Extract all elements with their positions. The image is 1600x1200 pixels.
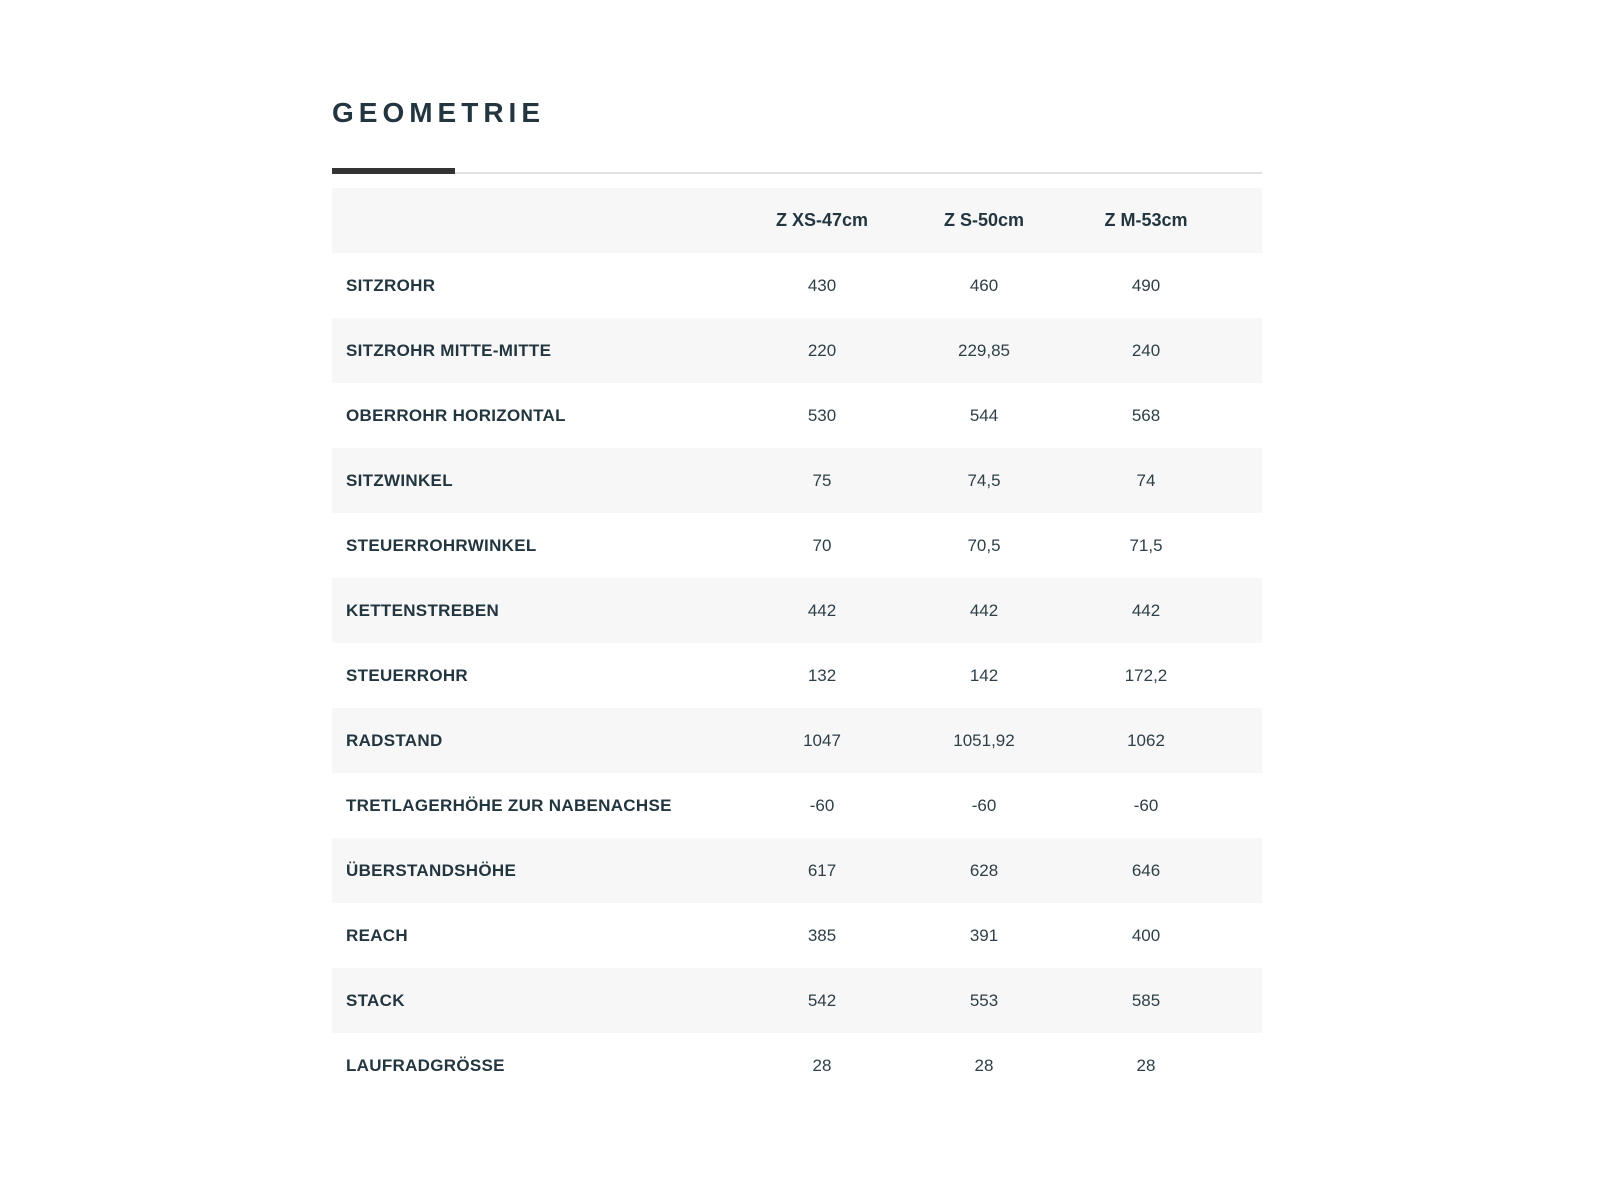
spacer-cell [1227, 643, 1262, 708]
row-value-xs: 220 [741, 318, 903, 383]
divider-accent-bar [332, 168, 455, 174]
row-value-xs: 430 [807, 275, 837, 295]
row-label: KETTENSTREBEN [332, 578, 741, 643]
table-header-row [332, 188, 1262, 253]
row-value-m: -60 [1133, 795, 1159, 815]
row-value-xs: 617 [741, 838, 903, 903]
row-label: ÜBERSTANDSHÖHE [332, 838, 741, 903]
section-title: GEOMETRIE [332, 97, 546, 128]
spacer-cell [1227, 253, 1262, 318]
table-row-sitzrohr [332, 253, 1262, 318]
row-label: SITZROHR MITTE-MITTE [332, 318, 741, 383]
divider-line [332, 172, 1262, 174]
spacer-cell [1227, 773, 1262, 838]
spacer-cell [1227, 903, 1262, 968]
row-label: STEUERROHRWINKEL [346, 535, 537, 555]
row-value-s: 442 [903, 578, 1065, 643]
table-row-radstand [332, 708, 1262, 773]
corner-cell [332, 188, 741, 253]
row-value-s: 391 [969, 925, 999, 945]
row-value-xs: 530 [807, 405, 837, 425]
row-label: SITZROHR [346, 275, 436, 295]
row-value-m: 400 [1131, 925, 1161, 945]
table-row-reach [332, 903, 1262, 968]
row-label: RADSTAND [332, 708, 741, 773]
row-value-m: 74 [1065, 448, 1227, 513]
row-label: OBERROHR HORIZONTAL [346, 405, 566, 425]
row-value-xs: -60 [809, 795, 835, 815]
spacer-cell [1227, 318, 1262, 383]
row-value-xs: 75 [741, 448, 903, 513]
row-value-m: 442 [1065, 578, 1227, 643]
row-value-m: 71,5 [1129, 535, 1163, 555]
row-value-xs: 70 [812, 535, 832, 555]
column-header-size-m: Z M-53cm [1065, 188, 1227, 253]
geometry-table [332, 188, 1262, 1098]
row-value-xs: 28 [812, 1055, 832, 1075]
row-value-s: 28 [974, 1055, 994, 1075]
row-label: TRETLAGERHÖHE ZUR NABENACHSE [346, 795, 672, 815]
table-row-stack [332, 968, 1262, 1033]
spacer-cell [1227, 968, 1262, 1033]
table-row-tretlagerhoehe [332, 773, 1262, 838]
row-label: STACK [332, 968, 741, 1033]
row-value-m: 172,2 [1124, 665, 1168, 685]
row-value-s: 628 [903, 838, 1065, 903]
table-row-sitzwinkel [332, 448, 1262, 513]
row-value-s: 460 [969, 275, 999, 295]
table-row-oberrohr-horizontal [332, 383, 1262, 448]
spacer-cell [1227, 513, 1262, 578]
row-value-m: 28 [1136, 1055, 1156, 1075]
row-label: SITZWINKEL [332, 448, 741, 513]
spacer-cell [1227, 708, 1262, 773]
table-row-steuerrohr [332, 643, 1262, 708]
spacer-cell [1227, 1033, 1262, 1098]
row-value-s: 1051,92 [903, 708, 1065, 773]
row-value-s: 553 [903, 968, 1065, 1033]
spacer-cell [1227, 578, 1262, 643]
row-value-s: 142 [969, 665, 999, 685]
row-value-m: 568 [1131, 405, 1161, 425]
geometry-section [332, 96, 1262, 1098]
row-label: REACH [346, 925, 408, 945]
row-value-xs: 385 [807, 925, 837, 945]
row-label: STEUERROHR [346, 665, 469, 685]
table-row-ueberstandshoehe [332, 838, 1262, 903]
row-value-m: 585 [1065, 968, 1227, 1033]
table-row-steuerrohrwinkel [332, 513, 1262, 578]
table-row-sitzrohr-mitte-mitte [332, 318, 1262, 383]
row-value-xs: 542 [741, 968, 903, 1033]
table-row-laufradgroesse [332, 1033, 1262, 1098]
spacer-cell [1227, 838, 1262, 903]
column-header-size-s: Z S-50cm [903, 188, 1065, 253]
row-value-xs: 442 [741, 578, 903, 643]
row-value-m: 240 [1065, 318, 1227, 383]
row-value-xs: 132 [807, 665, 837, 685]
row-value-s: 74,5 [903, 448, 1065, 513]
column-header-size-xs: Z XS-47cm [741, 188, 903, 253]
row-value-s: 229,85 [903, 318, 1065, 383]
title-divider [332, 168, 1262, 174]
table-row-kettenstreben [332, 578, 1262, 643]
row-value-s: -60 [971, 795, 997, 815]
row-label: LAUFRADGRÖSSE [346, 1055, 505, 1075]
spacer-cell [1227, 383, 1262, 448]
row-value-m: 646 [1065, 838, 1227, 903]
spacer-cell [1227, 188, 1262, 253]
row-value-s: 544 [969, 405, 999, 425]
row-value-m: 1062 [1065, 708, 1227, 773]
row-value-xs: 1047 [741, 708, 903, 773]
row-value-s: 70,5 [967, 535, 1001, 555]
row-value-m: 490 [1131, 275, 1161, 295]
spacer-cell [1227, 448, 1262, 513]
